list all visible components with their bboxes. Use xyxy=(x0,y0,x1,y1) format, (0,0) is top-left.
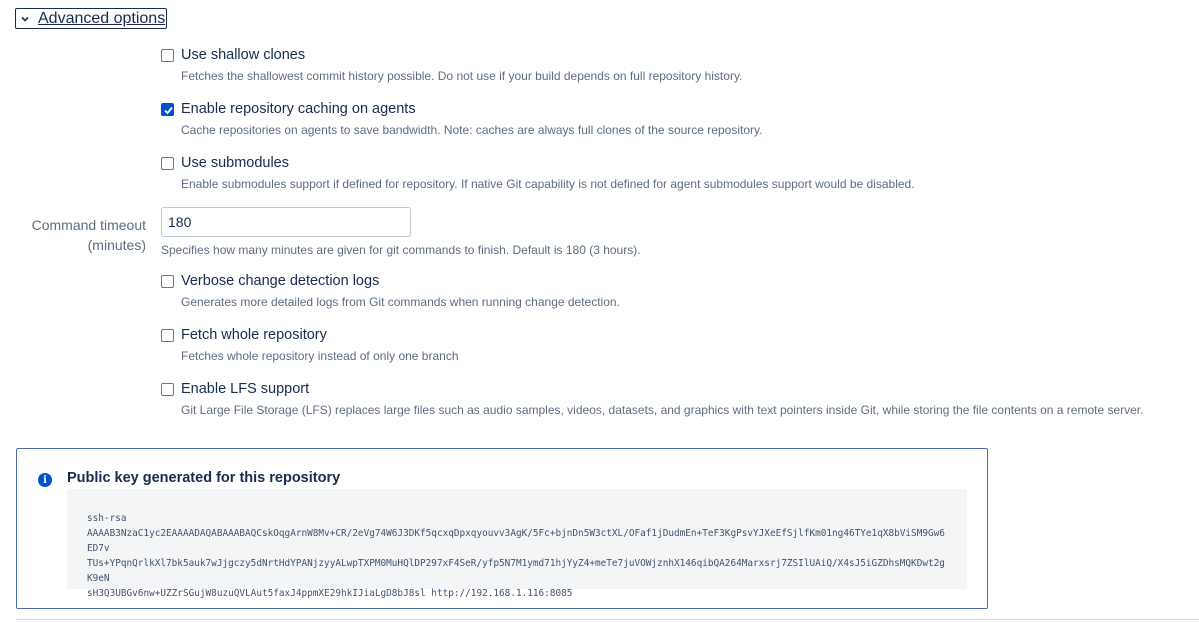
command-timeout-label xyxy=(20,215,146,255)
divider xyxy=(16,619,1199,620)
public-key-line: AAAAB3NzaC1yc2EAAAADAQABAAABAQCskOqgArnW8Mv+CR/2eVg74W6J3DKf5qcxqDpxqyouvv3AgK/5Fc+bjnDn5W3ctXL/OFaf1jDudmEn+TeF3KgPsvYJXeEfSjlfKm01ng46TYe1qX8bViSM9Gw6ED7v xyxy=(87,528,945,554)
option-description: Fetches the shallowest commit history possible. Do not use if your build depends on full repository history. xyxy=(181,69,743,83)
shallow-clones-checkbox[interactable] xyxy=(161,49,174,62)
command-timeout-label-line1: Command timeout xyxy=(31,217,146,233)
repository-caching-checkbox[interactable] xyxy=(161,103,174,116)
check-icon xyxy=(163,105,174,116)
option-shallow-clones xyxy=(161,45,742,83)
option-label: Use shallow clones xyxy=(181,47,306,63)
fetch-whole-repository-checkbox[interactable] xyxy=(161,329,174,342)
option-fetch-whole-repository xyxy=(161,325,459,363)
option-description: Fetches whole repository instead of only one branch xyxy=(181,349,459,363)
advanced-options-toggle[interactable] xyxy=(15,8,167,29)
chevron-down-icon xyxy=(20,14,30,24)
public-key-line: ssh-rsa xyxy=(87,513,127,524)
public-key-panel xyxy=(16,448,988,609)
option-label: Fetch whole repository xyxy=(181,327,327,343)
option-label: Enable LFS support xyxy=(181,381,310,397)
command-timeout-label-line2: (minutes) xyxy=(87,237,146,253)
public-key-line: TUs+YPqnQrlkXl7bk5auk7wJjgczy5dNrtHdYPANjzyyALwpTXPM0MuHQlDP297xF4SeR/yfp5N7M1ymd71hjYyZ4+meTe7juVOWjznhX146qibQA264Marxsrj7ZSIlUAiQ/X4sJ5iGZDhsMQKDwt2gK9eN xyxy=(87,558,945,584)
public-key-title: Public key generated for this repository xyxy=(67,470,341,486)
verbose-logs-checkbox[interactable] xyxy=(161,275,174,288)
lfs-support-checkbox[interactable] xyxy=(161,383,174,396)
advanced-options-label: Advanced options xyxy=(38,9,166,27)
option-label: Use submodules xyxy=(181,155,289,171)
option-description: Enable submodules support if defined for repository. If native Git capability is not defined for agent submodules support would be disabled. xyxy=(181,177,915,191)
info-icon: i xyxy=(38,473,52,487)
public-key-line: sH3Q3UBGv6nw+UZZrSGujW8uzuQVLAut5faxJ4ppmXE29hkIJiaLgD8bJ8sl http://192.168.1.116:8085 xyxy=(87,588,573,599)
option-verbose-logs xyxy=(161,271,620,309)
option-submodules xyxy=(161,153,915,191)
option-repository-caching xyxy=(161,99,762,137)
command-timeout-description: Specifies how many minutes are given for git commands to finish. Default is 180 (3 hours). xyxy=(161,243,641,257)
option-description: Git Large File Storage (LFS) replaces large files such as audio samples, videos, datasets, and graphics with text pointers inside Git, while storing the file contents on a remote server. xyxy=(181,403,1144,417)
command-timeout-input[interactable] xyxy=(161,207,411,237)
public-key-box[interactable] xyxy=(67,489,967,599)
option-label: Enable repository caching on agents xyxy=(181,101,416,117)
option-description: Cache repositories on agents to save bandwidth. Note: caches are always full clones of the source repository. xyxy=(181,123,763,137)
submodules-checkbox[interactable] xyxy=(161,157,174,170)
option-description: Generates more detailed logs from Git commands when running change detection. xyxy=(181,295,620,309)
option-lfs-support xyxy=(161,379,1143,417)
option-label: Verbose change detection logs xyxy=(181,273,380,289)
